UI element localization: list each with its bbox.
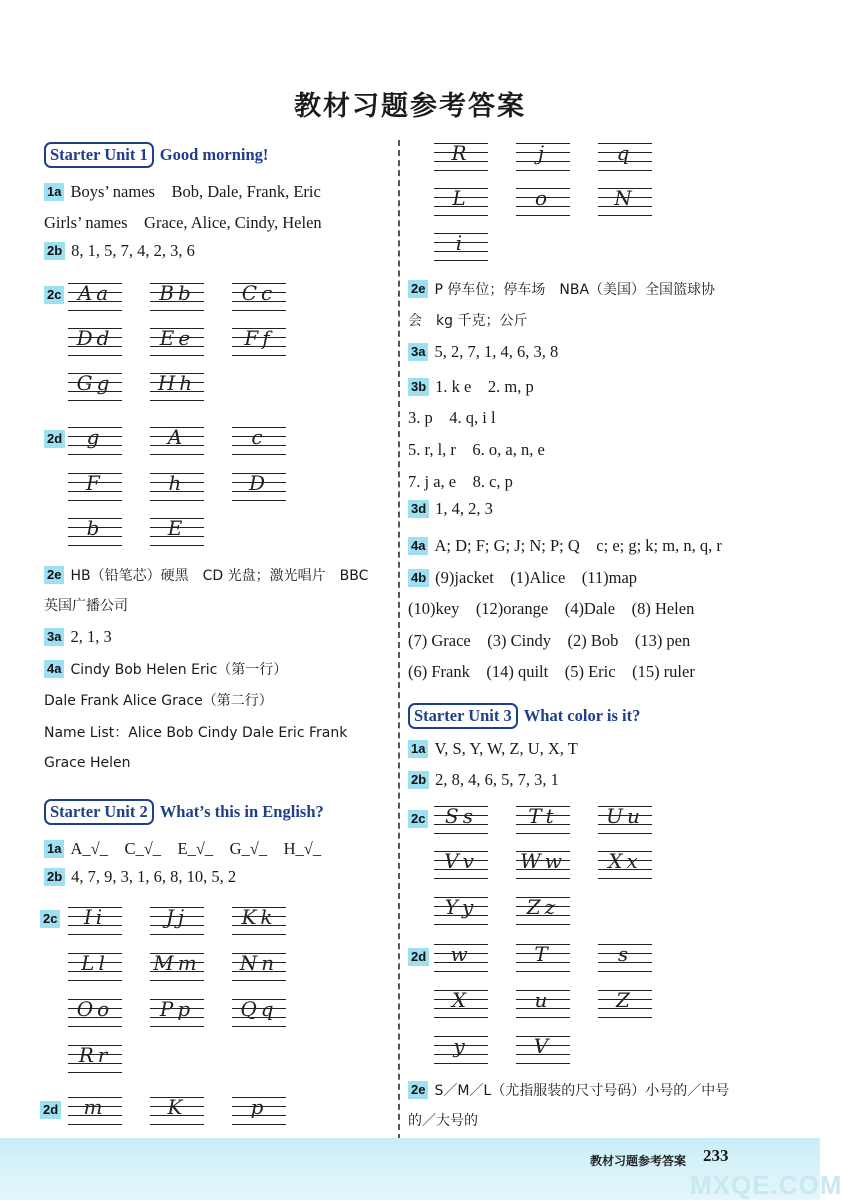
handwriting-box [434, 897, 488, 925]
hw-letter: V [533, 1034, 553, 1058]
unit1-box: Starter Unit 1 [44, 142, 154, 168]
badge-3a: 3a [408, 343, 428, 361]
u1-4a-line2 [44, 690, 273, 710]
hw-letter: Mm [153, 951, 201, 975]
badge-2c: 2c [44, 286, 64, 304]
handwriting-box [150, 907, 204, 935]
u3-2e-line2 [408, 1110, 478, 1130]
handwriting-box [516, 188, 570, 216]
handwriting-box [68, 1097, 122, 1125]
handwriting-box [68, 999, 122, 1027]
handwriting-box [516, 143, 570, 171]
handwriting-box [68, 1045, 122, 1073]
badge-2d: 2d [40, 1101, 61, 1119]
u1-name-list: Name List：Alice Bob Cindy Dale Eric Frank [44, 725, 348, 741]
handwriting-box [516, 944, 570, 972]
r-3b-line2 [408, 404, 496, 428]
handwriting-box [434, 1036, 488, 1064]
r-4b-answer-2: (10)key (12)orange (4)Dale (8) Helen [408, 599, 695, 618]
handwriting-box [232, 907, 286, 935]
hw-letter: Z [616, 988, 634, 1012]
u1-4a-line [44, 659, 287, 679]
r-3a-answer: 5, 2, 7, 1, 4, 6, 3, 8 [434, 342, 559, 361]
hw-letter: u [534, 988, 552, 1012]
badge-2b: 2b [44, 242, 65, 260]
handwriting-box [232, 328, 286, 356]
r-4b-answer-3: (7) Grace (3) Cindy (2) Bob (13) pen [408, 631, 691, 650]
badge-1a: 1a [44, 183, 64, 201]
r-3b-line3 [408, 436, 545, 460]
page-title: 教材习题参考答案 [294, 91, 526, 122]
handwriting-box [150, 427, 204, 455]
r-2e-line2 [408, 310, 527, 330]
handwriting-box [68, 953, 122, 981]
hw-letter: Oo [76, 997, 114, 1021]
unit2-box: Starter Unit 2 [44, 799, 154, 825]
footer-label: 教材习题参考答案 [590, 1154, 687, 1168]
hw-letter: Zz [526, 895, 560, 919]
hw-letter: Rr [78, 1043, 112, 1067]
hw-letter: X [451, 988, 471, 1012]
badge-2c: 2c [40, 910, 60, 928]
hw-letter: N [614, 186, 636, 210]
handwriting-box [232, 999, 286, 1027]
badge-3a: 3a [44, 628, 64, 646]
hw-letter: Bb [159, 281, 195, 305]
handwriting-box [434, 233, 488, 261]
hw-letter: h [168, 471, 186, 495]
hw-letter: Hh [157, 371, 197, 395]
r-4b-line2 [408, 595, 694, 619]
badge-4a: 4a [408, 537, 428, 555]
handwriting-box [516, 851, 570, 879]
hw-letter: L [452, 186, 470, 210]
handwriting-box [68, 283, 122, 311]
hw-letter: K [167, 1095, 187, 1119]
handwriting-box [232, 953, 286, 981]
u2-2b-line [44, 867, 236, 887]
hw-letter: E [167, 516, 187, 540]
unit1-header [44, 142, 268, 168]
r-3b-line4 [408, 468, 513, 492]
handwriting-box [150, 1097, 204, 1125]
handwriting-box [516, 897, 570, 925]
hw-letter: j [537, 141, 549, 165]
badge-4a: 4a [44, 660, 64, 678]
hw-letter: Nn [239, 951, 279, 975]
r-3b-line [408, 373, 534, 397]
u3-2e-answer-cont: 的／大号的 [408, 1113, 478, 1129]
r-4b-answer-4: (6) Frank (14) quilt (5) Eric (15) ruler [408, 662, 695, 681]
u1-1a-line [44, 178, 321, 202]
u1-girls-line [44, 209, 322, 233]
handwriting-box [150, 473, 204, 501]
unit3-box: Starter Unit 3 [408, 703, 518, 729]
handwriting-box [150, 999, 204, 1027]
handwriting-box [150, 518, 204, 546]
hw-letter: T [534, 942, 552, 966]
r-3d-line [408, 499, 493, 519]
u1-2e-answer: HB（铅笔芯）硬黑 CD 光盘；激光唱片 BBC [70, 568, 369, 584]
badge-3d: 3d [408, 500, 429, 518]
unit2-header [44, 799, 324, 825]
hw-letter: Ww [520, 849, 566, 873]
hw-letter: Cc [241, 281, 277, 305]
badge-4b: 4b [408, 569, 429, 587]
hw-letter: Ll [81, 951, 109, 975]
u2-2b-answer: 4, 7, 9, 3, 1, 6, 8, 10, 5, 2 [71, 867, 237, 886]
badge-2e: 2e [408, 280, 428, 298]
hw-letter: Dd [76, 326, 114, 350]
handwriting-box [434, 851, 488, 879]
badge-2d: 2d [44, 430, 65, 448]
hw-letter: i [455, 231, 467, 255]
r-4b-line [408, 564, 637, 588]
unit2-subtitle: What’s this in English? [159, 802, 324, 821]
watermark: MXQE.COM [690, 1170, 842, 1200]
handwriting-box [68, 427, 122, 455]
handwriting-box [232, 473, 286, 501]
u1-2e-line2 [44, 595, 128, 615]
handwriting-box [68, 373, 122, 401]
u3-1a-line [408, 739, 578, 759]
r-4a-line [408, 532, 722, 556]
hw-letter: Kk [241, 905, 277, 929]
badge-2d: 2d [408, 948, 429, 966]
hw-letter: Ss [445, 804, 477, 828]
r-3b-answer-3: 5. r, l, r 6. o, a, n, e [408, 440, 545, 459]
u3-1a-answer: V, S, Y, W, Z, U, X, T [434, 739, 578, 758]
r-3a-line [408, 342, 558, 362]
badge-2b: 2b [44, 868, 65, 886]
hw-letter: Uu [606, 804, 644, 828]
u3-2e-line [408, 1080, 729, 1100]
r-4a-answer: A; D; F; G; J; N; P; Q c; e; g; k; m, n, q, r [434, 536, 722, 555]
hw-letter: Yy [444, 895, 478, 919]
u1-3a-line [44, 627, 112, 647]
r-3b-answer-4: 7. j a, e 8. c, p [408, 472, 513, 491]
handwriting-box [150, 373, 204, 401]
u3-2e-answer: S／M／L（尤指服装的尺寸号码）小号的／中号 [434, 1083, 730, 1099]
r-4b-line4 [408, 658, 695, 682]
hw-letter: A [167, 425, 187, 449]
u2-1a-line [44, 835, 321, 859]
handwriting-box [598, 851, 652, 879]
hw-letter: p [250, 1095, 268, 1119]
hw-letter: m [83, 1095, 107, 1119]
handwriting-box [150, 283, 204, 311]
u3-2b-answer: 2, 8, 4, 6, 5, 7, 3, 1 [435, 770, 559, 789]
handwriting-box [68, 518, 122, 546]
handwriting-box [150, 953, 204, 981]
handwriting-box [232, 1097, 286, 1125]
handwriting-box [434, 143, 488, 171]
u1-namelist-line [44, 722, 347, 742]
badge-1a: 1a [408, 740, 428, 758]
hw-letter: Xx [608, 849, 642, 873]
r-4b-line3 [408, 627, 690, 651]
hw-letter: Gg [76, 371, 114, 395]
hw-letter: q [616, 141, 634, 165]
u1-2e-answer-cont: 英国广播公司 [44, 598, 128, 614]
page-number: 233 [703, 1146, 729, 1165]
handwriting-box [232, 427, 286, 455]
handwriting-box [516, 990, 570, 1018]
handwriting-box [598, 990, 652, 1018]
hw-letter: D [248, 471, 270, 495]
handwriting-box [598, 944, 652, 972]
handwriting-box [516, 806, 570, 834]
r-3b-answer-1: 1. k e 2. m, p [435, 377, 534, 396]
badge-2c: 2c [408, 810, 428, 828]
u1-4a-row2: Dale Frank Alice Grace（第二行） [44, 693, 273, 709]
r-2e-answer: P 停车位；停车场 NBA（美国）全国篮球协 [434, 282, 716, 298]
u1-2b-line [44, 241, 195, 261]
hw-letter: F [86, 471, 104, 495]
r-2e-line [408, 279, 715, 299]
column-divider [398, 140, 400, 1140]
u1-2b-answer: 8, 1, 5, 7, 4, 2, 3, 6 [71, 241, 195, 260]
badge-2b: 2b [408, 771, 429, 789]
handwriting-box [150, 328, 204, 356]
handwriting-box [598, 806, 652, 834]
hw-letter: Qq [240, 997, 278, 1021]
badge-2e: 2e [44, 566, 64, 584]
hw-letter: w [450, 942, 472, 966]
badge-3b: 3b [408, 378, 429, 396]
handwriting-box [68, 907, 122, 935]
hw-letter: Jj [165, 905, 189, 929]
handwriting-box [434, 188, 488, 216]
handwriting-box [232, 283, 286, 311]
hw-letter: Vv [444, 849, 478, 873]
u1-4a-row1: Cindy Bob Helen Eric（第一行） [70, 662, 288, 678]
hw-letter: o [534, 186, 552, 210]
r-3b-answer-2: 3. p 4. q, i l [408, 408, 496, 427]
hw-letter: y [453, 1034, 469, 1058]
handwriting-box [434, 990, 488, 1018]
u3-2b-line [408, 770, 559, 790]
u1-boys-names: Boys’ names Bob, Dale, Frank, Eric [70, 182, 321, 201]
unit3-subtitle: What color is it? [523, 706, 641, 725]
hw-letter: Aa [77, 281, 113, 305]
handwriting-box [598, 143, 652, 171]
hw-letter: Ii [83, 905, 107, 929]
hw-letter: b [86, 516, 104, 540]
unit3-header [408, 703, 640, 729]
hw-letter: Ee [159, 326, 195, 350]
handwriting-box [598, 188, 652, 216]
hw-letter: R [451, 141, 471, 165]
hw-letter: g [86, 425, 104, 449]
badge-2e: 2e [408, 1081, 428, 1099]
u1-3a-answer: 2, 1, 3 [70, 627, 112, 646]
handwriting-box [434, 806, 488, 834]
handwriting-box [516, 1036, 570, 1064]
handwriting-box [434, 944, 488, 972]
hw-letter: Ff [244, 326, 274, 350]
r-2e-answer-cont: 会 kg 千克；公斤 [408, 313, 528, 329]
u1-namelist-line2 [44, 753, 130, 771]
badge-1a: 1a [44, 840, 64, 858]
u1-girls-names: Girls’ names Grace, Alice, Cindy, Helen [44, 213, 322, 232]
r-4b-answer-1: (9)jacket (1)Alice (11)map [435, 568, 638, 587]
u1-name-list-cont: Grace Helen [44, 755, 131, 771]
u1-2e-line [44, 565, 368, 585]
handwriting-box [68, 328, 122, 356]
u2-1a-answer: A_√_ C_√_ E_√_ G_√_ H_√_ [70, 839, 322, 858]
hw-letter: Pp [159, 997, 195, 1021]
hw-letter: s [617, 942, 633, 966]
handwriting-box [68, 473, 122, 501]
unit1-subtitle: Good morning! [159, 145, 269, 164]
r-3d-answer: 1, 4, 2, 3 [435, 499, 493, 518]
hw-letter: Tt [528, 804, 558, 828]
hw-letter: c [251, 425, 267, 449]
